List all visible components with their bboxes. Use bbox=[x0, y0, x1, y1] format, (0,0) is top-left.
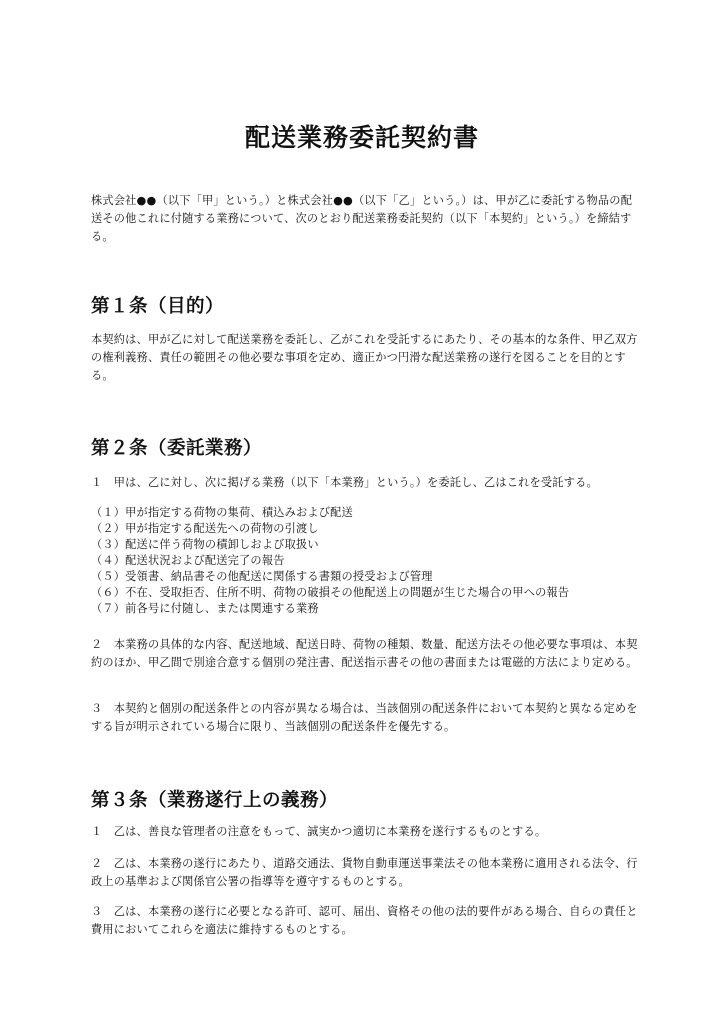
article-2-paragraph-1: １ 甲は、乙に対し、次に掲げる業務（以下「本業務」という。）を委託し、乙はこれを受託する。 bbox=[91, 476, 598, 489]
document-title: 配送業務委託契約書 bbox=[244, 123, 479, 152]
list-item: （１）甲が指定する荷物の集荷、積込みおよび配送 bbox=[91, 506, 353, 519]
article-3-paragraph-3: ３ 乙は、本業務の遂行に必要となる許可、認可、届出、資格その他の法的要件がある場合、自らの責任と費用においてこれらを適法に維持するものとする。 bbox=[91, 905, 638, 936]
list-item: （５）受領書、納品書その他配送に関係する書類の授受および管理 bbox=[91, 570, 433, 583]
list-item: （４）配送状況および配送完了の報告 bbox=[91, 554, 285, 567]
article-2-item-list bbox=[91, 505, 651, 617]
article-2-heading: 第２条（委託業務） bbox=[91, 438, 263, 459]
article-3-heading: 第３条（業務遂行上の義務） bbox=[91, 790, 339, 811]
article-1-heading: 第１条（目的） bbox=[91, 296, 225, 317]
article-3-paragraph-1: １ 乙は、善良な管理者の注意をもって、誠実かつ適切に本業務を遂行するものとする。 bbox=[91, 825, 547, 838]
article-3-paragraph-2: ２ 乙は、本業務の遂行にあたり、道路交通法、貨物自動車運送事業法その他本業務に適用される法令、行政上の基準および関係官公署の指導等を遵守するものとする。 bbox=[91, 857, 638, 888]
list-item: （２）甲が指定する配送先への荷物の引渡し bbox=[91, 522, 319, 535]
article-2-paragraph-3: ３ 本契約と個別の配送条件との内容が異なる場合は、当該個別の配送条件において本契約と異なる定めをする旨が明示されている場合に限り、当該個別の配送条件を優先する。 bbox=[91, 702, 638, 733]
article-2-paragraph-2: ２ 本業務の具体的な内容、配送地域、配送日時、荷物の種類、数量、配送方法その他必要な事項は、本契約のほか、甲乙間で別途合意する個別の発注書、配送指示書その他の書面または電磁的方法により定める。 bbox=[91, 638, 638, 669]
article-1-body: 本契約は、甲が乙に対して配送業務を委託し、乙がこれを受託するにあたり、その基本的な条件、甲乙双方の権利義務、責任の範囲その他必要な事項を定め、適正かつ円滑な配送業務の遂行を図ることを目的とする。 bbox=[91, 333, 638, 382]
list-item: （６）不在、受取拒否、住所不明、荷物の破損その他配送上の問題が生じた場合の甲への報告 bbox=[91, 586, 570, 599]
list-item: （３）配送に伴う荷物の積卸しおよび取扱い bbox=[91, 538, 319, 551]
list-item: （７）前各号に付随し、または関連する業務 bbox=[91, 602, 319, 615]
preamble: 株式会社●●（以下「甲」という。）と株式会社●●（以下「乙」という。）は、甲が乙に委託する物品の配送その他これに付随する業務について、次のとおり配送業務委託契約（以下「本契約」という。）を締結する。 bbox=[91, 194, 633, 243]
